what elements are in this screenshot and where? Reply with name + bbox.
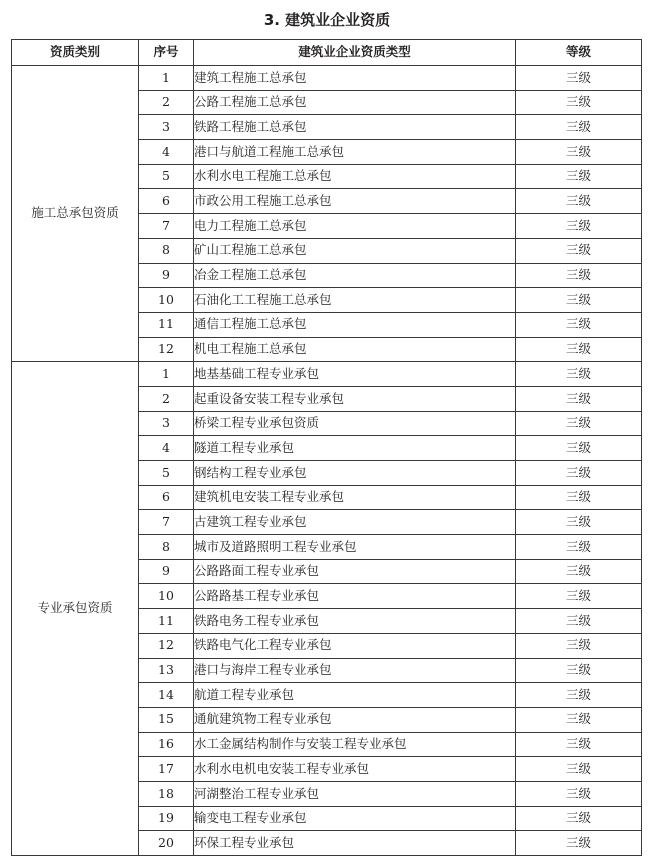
grade-cell: 三级 [516, 831, 642, 856]
number-cell: 10 [139, 584, 194, 609]
type-cell: 港口与海岸工程专业承包 [194, 658, 516, 683]
number-cell: 12 [139, 337, 194, 362]
number-cell: 8 [139, 535, 194, 560]
header-grade: 等级 [516, 40, 642, 66]
type-cell: 建筑机电安装工程专业承包 [194, 485, 516, 510]
number-cell: 7 [139, 214, 194, 239]
number-cell: 17 [139, 757, 194, 782]
grade-cell: 三级 [516, 214, 642, 239]
number-cell: 1 [139, 66, 194, 91]
type-cell: 通航建筑物工程专业承包 [194, 707, 516, 732]
grade-cell: 三级 [516, 263, 642, 288]
type-cell: 公路工程施工总承包 [194, 90, 516, 115]
header-type: 建筑业企业资质类型 [194, 40, 516, 66]
table-row [12, 362, 642, 387]
number-cell: 3 [139, 115, 194, 140]
type-cell: 公路路基工程专业承包 [194, 584, 516, 609]
grade-cell: 三级 [516, 337, 642, 362]
type-cell: 公路路面工程专业承包 [194, 559, 516, 584]
grade-cell: 三级 [516, 535, 642, 560]
type-cell: 建筑工程施工总承包 [194, 66, 516, 91]
type-cell: 铁路工程施工总承包 [194, 115, 516, 140]
table-header-row [12, 40, 642, 66]
grade-cell: 三级 [516, 115, 642, 140]
number-cell: 13 [139, 658, 194, 683]
type-cell: 冶金工程施工总承包 [194, 263, 516, 288]
type-cell: 输变电工程专业承包 [194, 806, 516, 831]
number-cell: 7 [139, 510, 194, 535]
number-cell: 1 [139, 362, 194, 387]
type-cell: 铁路电气化工程专业承包 [194, 633, 516, 658]
type-cell: 桥梁工程专业承包资质 [194, 411, 516, 436]
grade-cell: 三级 [516, 510, 642, 535]
category-cell: 施工总承包资质 [12, 66, 139, 362]
type-cell: 隧道工程专业承包 [194, 436, 516, 461]
grade-cell: 三级 [516, 757, 642, 782]
page-title: 3. 建筑业企业资质 [263, 11, 391, 29]
type-cell: 水工金属结构制作与安装工程专业承包 [194, 732, 516, 757]
grade-cell: 三级 [516, 238, 642, 263]
number-cell: 15 [139, 707, 194, 732]
grade-cell: 三级 [516, 683, 642, 708]
type-cell: 港口与航道工程施工总承包 [194, 140, 516, 165]
grade-cell: 三级 [516, 288, 642, 313]
grade-cell: 三级 [516, 806, 642, 831]
type-cell: 钢结构工程专业承包 [194, 461, 516, 486]
header-category: 资质类别 [12, 40, 139, 66]
grade-cell: 三级 [516, 707, 642, 732]
type-cell: 市政公用工程施工总承包 [194, 189, 516, 214]
grade-cell: 三级 [516, 485, 642, 510]
type-cell: 环保工程专业承包 [194, 831, 516, 856]
number-cell: 2 [139, 386, 194, 411]
number-cell: 11 [139, 312, 194, 337]
number-cell: 4 [139, 140, 194, 165]
number-cell: 6 [139, 485, 194, 510]
grade-cell: 三级 [516, 312, 642, 337]
number-cell: 3 [139, 411, 194, 436]
grade-cell: 三级 [516, 66, 642, 91]
grade-cell: 三级 [516, 362, 642, 387]
grade-cell: 三级 [516, 609, 642, 634]
grade-cell: 三级 [516, 411, 642, 436]
type-cell: 水利水电机电安装工程专业承包 [194, 757, 516, 782]
number-cell: 20 [139, 831, 194, 856]
grade-cell: 三级 [516, 658, 642, 683]
type-cell: 河湖整治工程专业承包 [194, 781, 516, 806]
type-cell: 铁路电务工程专业承包 [194, 609, 516, 634]
grade-cell: 三级 [516, 732, 642, 757]
grade-cell: 三级 [516, 633, 642, 658]
number-cell: 16 [139, 732, 194, 757]
grade-cell: 三级 [516, 559, 642, 584]
grade-cell: 三级 [516, 189, 642, 214]
grade-cell: 三级 [516, 461, 642, 486]
number-cell: 18 [139, 781, 194, 806]
number-cell: 2 [139, 90, 194, 115]
number-cell: 19 [139, 806, 194, 831]
type-cell: 起重设备安装工程专业承包 [194, 386, 516, 411]
grade-cell: 三级 [516, 436, 642, 461]
grade-cell: 三级 [516, 90, 642, 115]
type-cell: 机电工程施工总承包 [194, 337, 516, 362]
number-cell: 8 [139, 238, 194, 263]
number-cell: 9 [139, 263, 194, 288]
grade-cell: 三级 [516, 584, 642, 609]
number-cell: 11 [139, 609, 194, 634]
table-body [12, 66, 642, 856]
type-cell: 通信工程施工总承包 [194, 312, 516, 337]
grade-cell: 三级 [516, 781, 642, 806]
table-row [12, 66, 642, 91]
type-cell: 电力工程施工总承包 [194, 214, 516, 239]
grade-cell: 三级 [516, 140, 642, 165]
type-cell: 城市及道路照明工程专业承包 [194, 535, 516, 560]
type-cell: 地基基础工程专业承包 [194, 362, 516, 387]
qualification-table [11, 39, 642, 856]
type-cell: 航道工程专业承包 [194, 683, 516, 708]
grade-cell: 三级 [516, 386, 642, 411]
number-cell: 10 [139, 288, 194, 313]
number-cell: 4 [139, 436, 194, 461]
number-cell: 12 [139, 633, 194, 658]
number-cell: 5 [139, 164, 194, 189]
header-number: 序号 [139, 40, 194, 66]
type-cell: 矿山工程施工总承包 [194, 238, 516, 263]
type-cell: 古建筑工程专业承包 [194, 510, 516, 535]
number-cell: 9 [139, 559, 194, 584]
type-cell: 水利水电工程施工总承包 [194, 164, 516, 189]
category-cell: 专业承包资质 [12, 362, 139, 856]
number-cell: 5 [139, 461, 194, 486]
number-cell: 6 [139, 189, 194, 214]
number-cell: 14 [139, 683, 194, 708]
type-cell: 石油化工工程施工总承包 [194, 288, 516, 313]
grade-cell: 三级 [516, 164, 642, 189]
